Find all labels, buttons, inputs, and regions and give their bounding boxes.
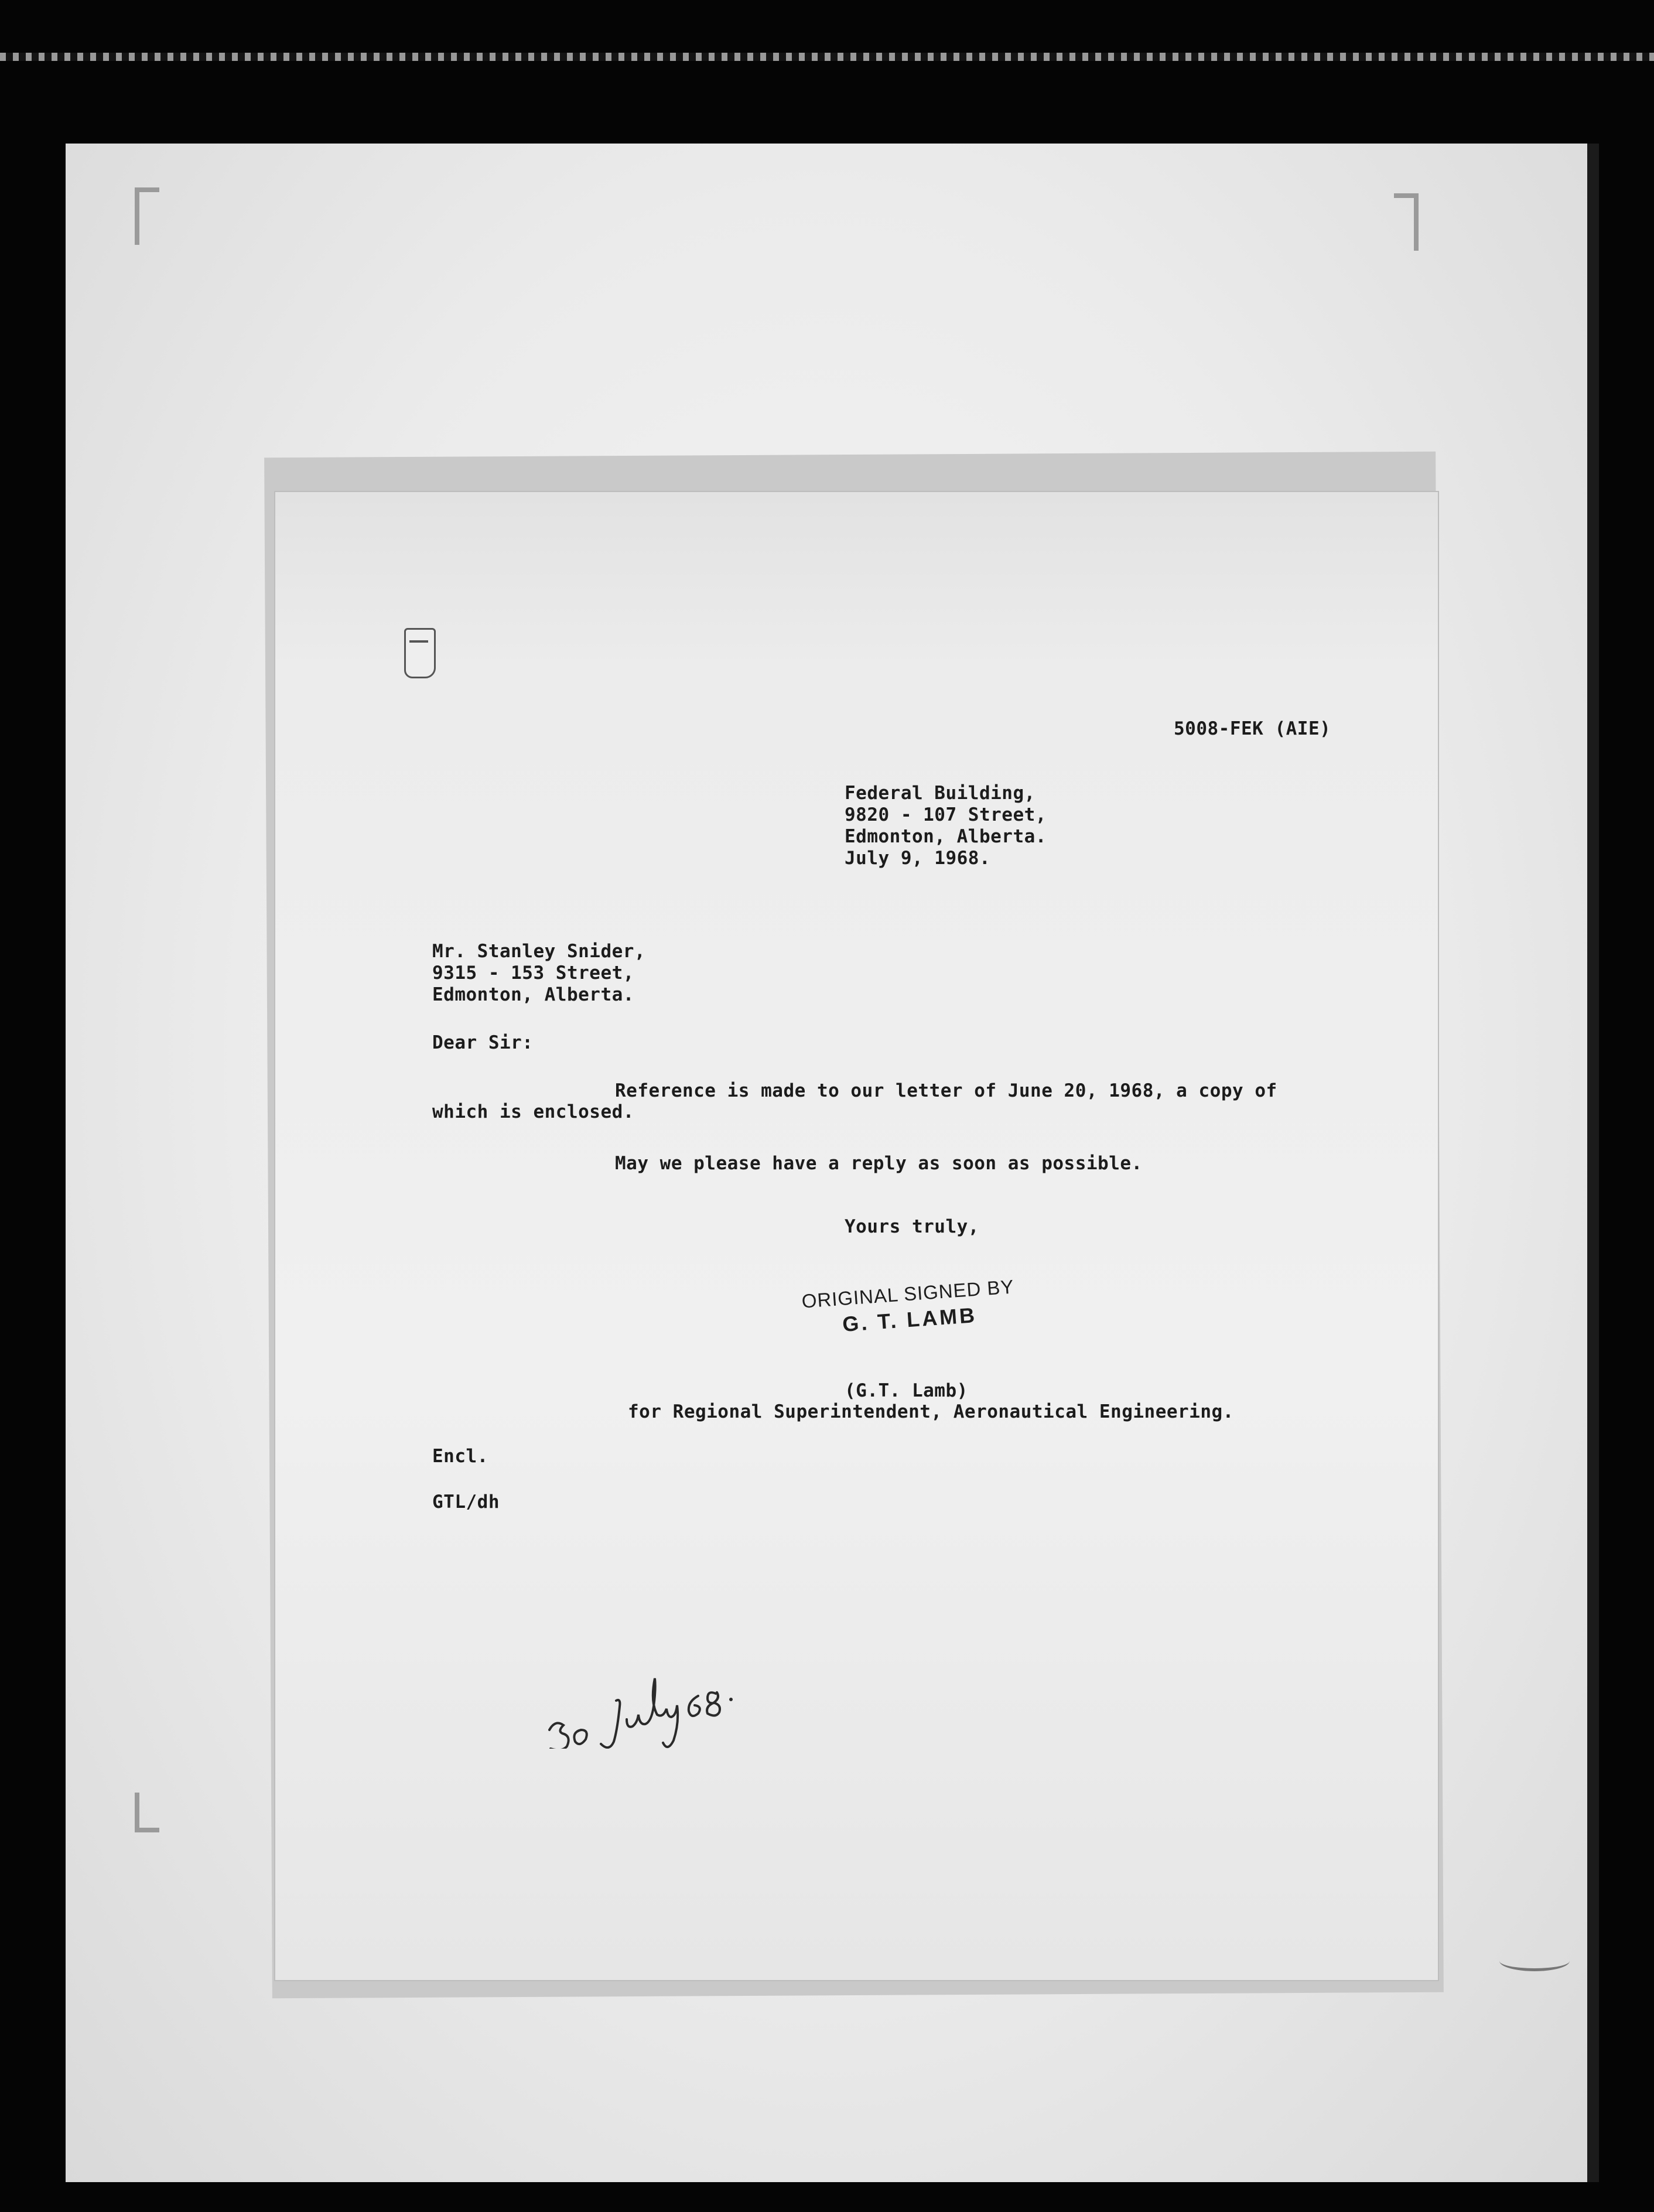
recipient-address-line: Edmonton, Alberta. <box>432 984 634 1005</box>
film-border <box>1587 144 1599 2182</box>
enclosure-note: Encl. <box>432 1446 488 1467</box>
scan-artifact <box>1499 1951 1570 1971</box>
sender-address-line: Edmonton, Alberta. <box>845 826 1047 847</box>
body-paragraph-line: which is enclosed. <box>432 1101 634 1122</box>
letter-date: July 9, 1968. <box>845 848 991 869</box>
handwritten-date-annotation <box>545 1661 744 1749</box>
body-paragraph: May we please have a reply as soon as possible. <box>615 1153 1143 1174</box>
crop-mark-top-right <box>1394 193 1419 251</box>
sender-address-line: 9820 - 107 Street, <box>845 804 1047 825</box>
film-edge-perforation <box>0 53 1654 61</box>
stamp-text: ORIGINAL SIGNED BY <box>801 1275 1015 1312</box>
staple-icon <box>404 628 436 678</box>
body-paragraph-line: Reference is made to our letter of June 20, 1968, a copy of <box>615 1080 1277 1101</box>
sender-address-line: Federal Building, <box>845 783 1036 804</box>
stamp-name: G. T. LAMB <box>841 1302 978 1336</box>
crop-mark-top-left <box>135 187 159 245</box>
recipient-address-line: 9315 - 153 Street, <box>432 962 634 984</box>
typed-signer-name: (G.T. Lamb) <box>845 1380 968 1401</box>
salutation: Dear Sir: <box>432 1032 534 1053</box>
signer-title: for Regional Superintendent, Aeronautical Engineering. <box>628 1401 1234 1422</box>
recipient-address-line: Mr. Stanley Snider, <box>432 941 646 962</box>
complimentary-close: Yours truly, <box>845 1216 979 1237</box>
typist-initials: GTL/dh <box>432 1491 500 1513</box>
file-reference: 5008-FEK (AIE) <box>1174 718 1331 739</box>
crop-mark-bottom-left <box>135 1793 159 1832</box>
